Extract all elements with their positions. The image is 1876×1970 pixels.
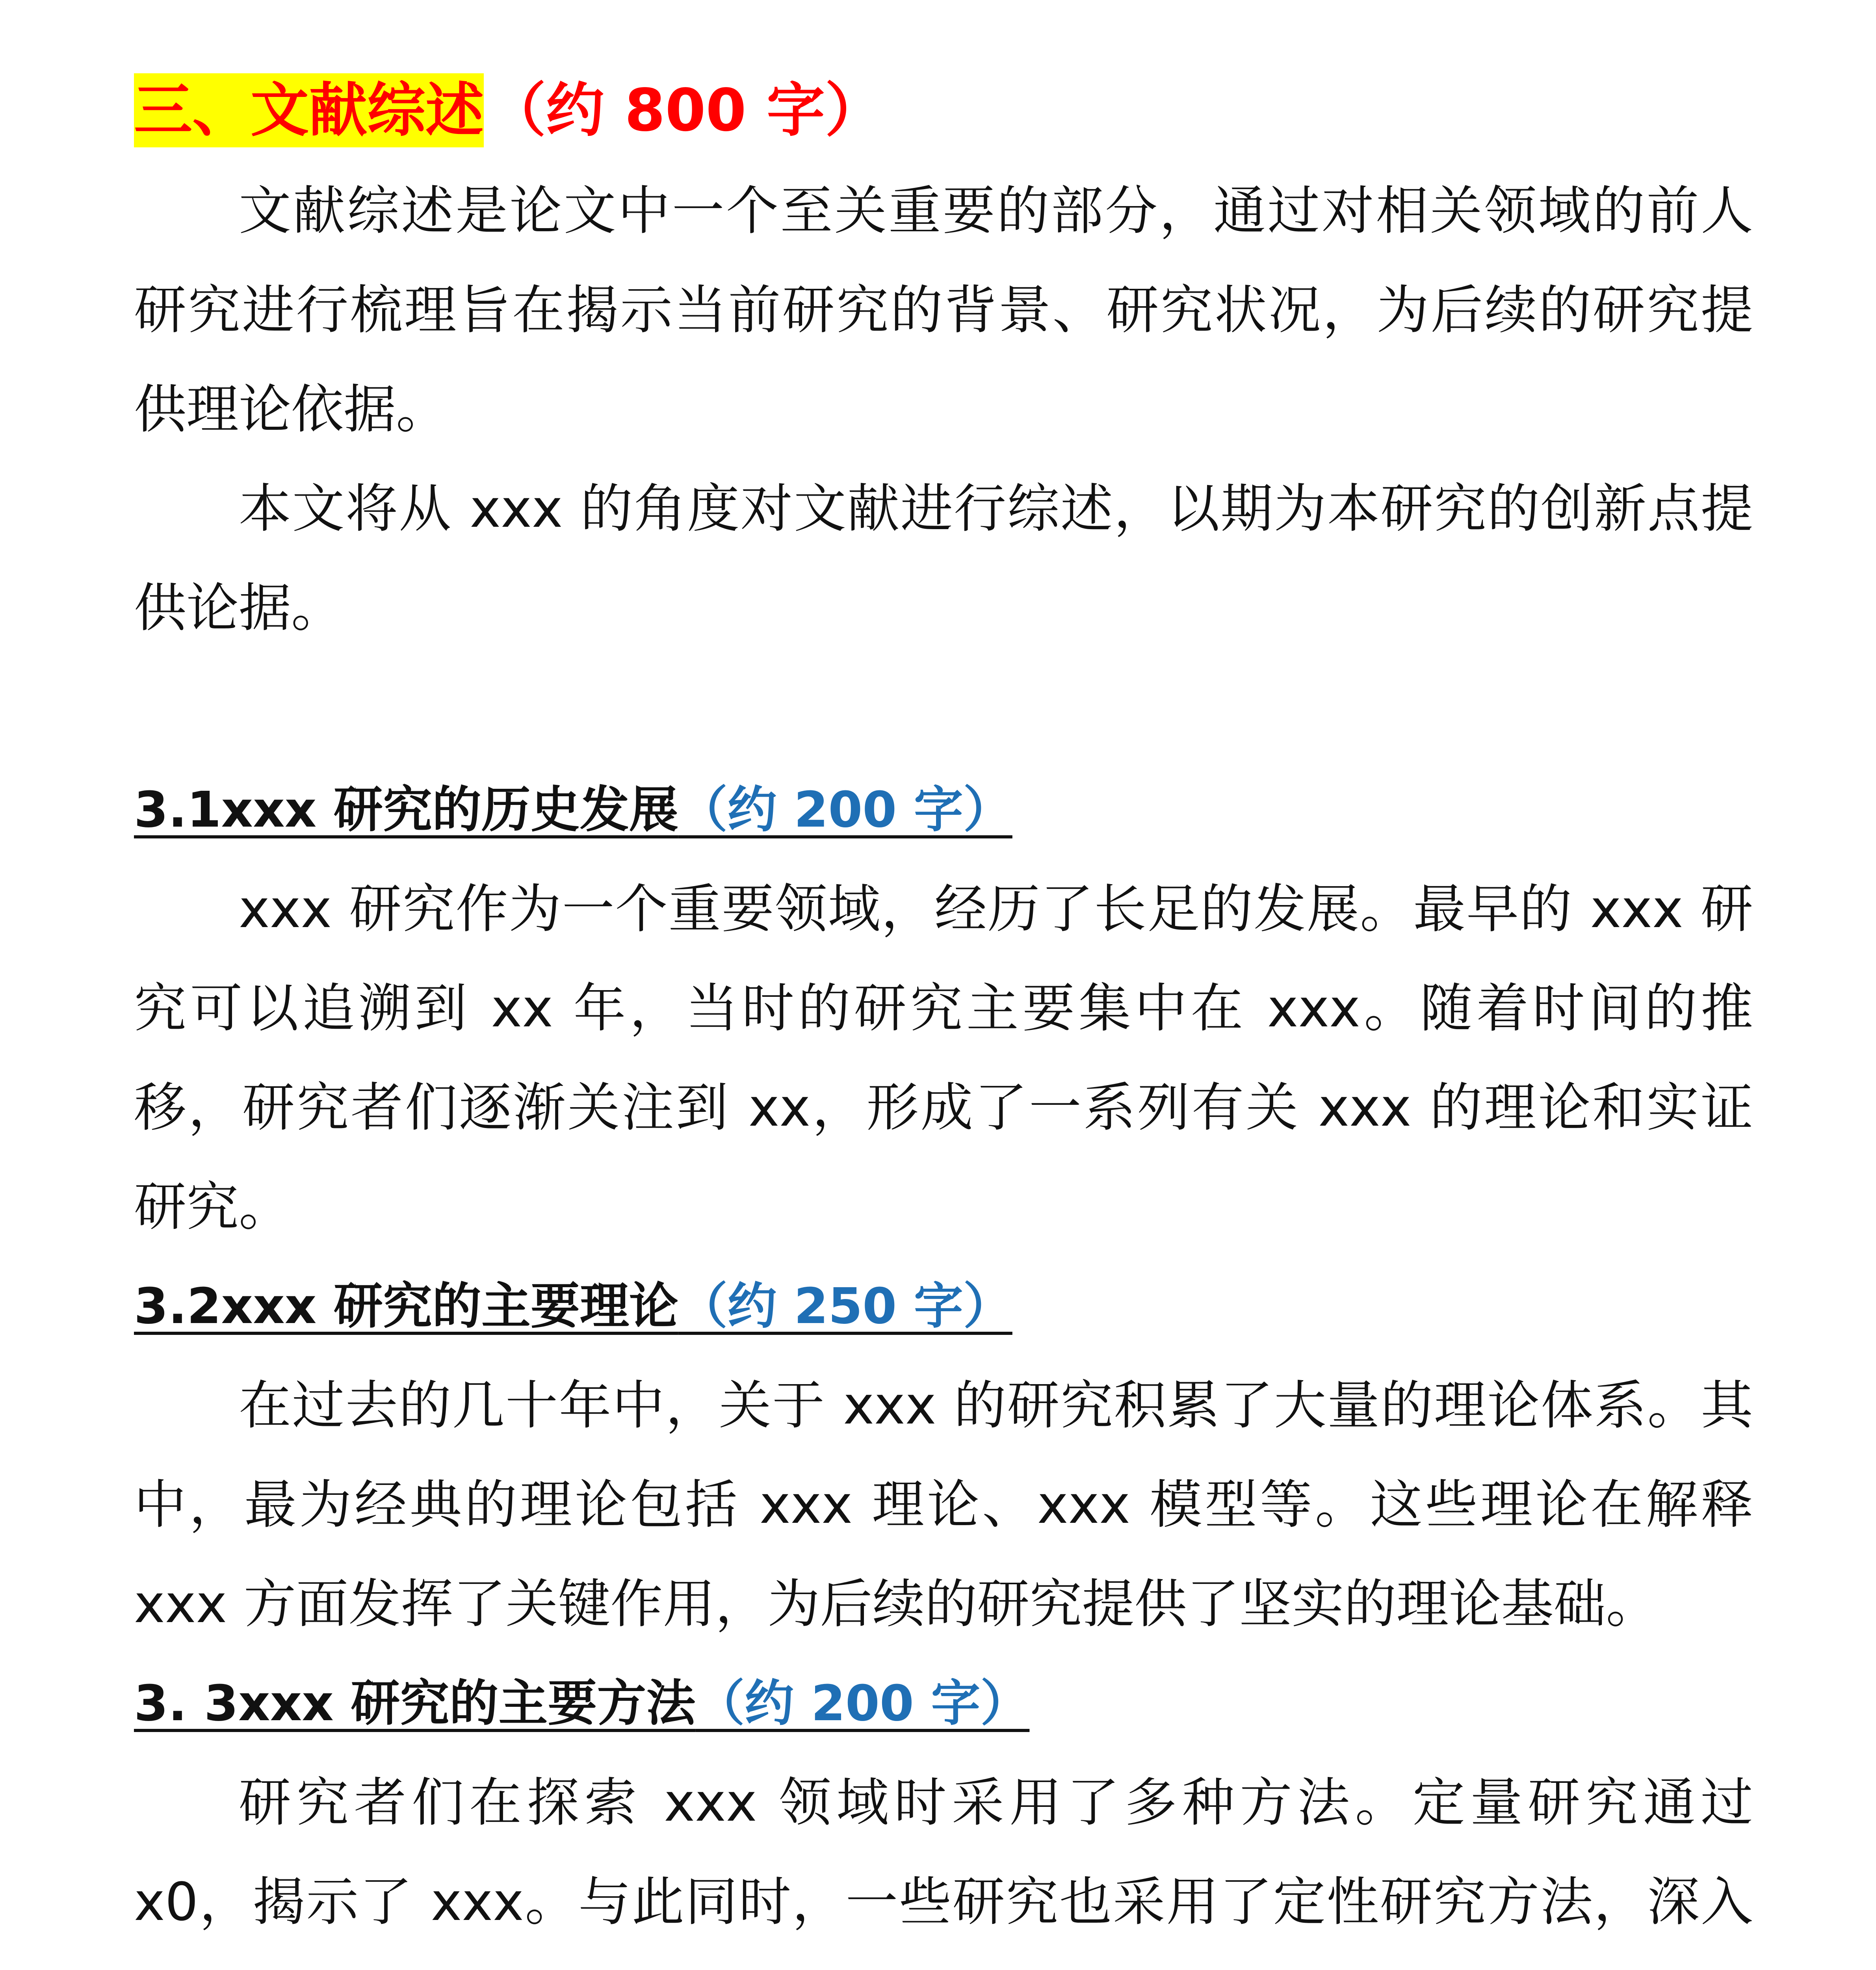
subsection-paragraph-3-3: 研究者们在探索 xxx 领域时采用了多种方法。定量研究通过 x0，揭示了 xxx。与此同时，一些研究也采用了定性研究方法，深入 <box>134 1773 1753 1933</box>
subsection-paragraph-3-2: 在过去的几十年中，关于 xxx 的研究积累了大量的理论体系。其中，最为经典的理论包括 xxx 理论、xxx 模型等。这些理论在解释 xxx 方面发挥了关键作用，为后续的研究提供了坚实的理论基础。 <box>134 1375 1753 1635</box>
intro-paragraph-2: 本文将从 xxx 的角度对文献进行综述，以期为本研究的创新点提供论据。 <box>134 479 1753 639</box>
subsection-paragraph-3-1: xxx 研究作为一个重要领域，经历了长足的发展。最早的 xxx 研究可以追溯到 xx 年，当时的研究主要集中在 xxx。随着时间的推移，研究者们逐渐关注到 xx，形成了一系列有关 xxx 的理论和实证研究。 <box>134 879 1753 1238</box>
subsection-heading-3-2 <box>134 1257 1753 1356</box>
subsection-title: 3.1xxx 研究的历史发展 <box>134 781 678 838</box>
heading-title: 三、文献综述 <box>134 73 484 147</box>
blank-spacer <box>134 658 1753 760</box>
subsection-word-count: （约 200 字） <box>695 1675 1030 1732</box>
section-heading <box>134 59 1753 162</box>
subsection-title: 3.2xxx 研究的主要理论 <box>134 1278 678 1335</box>
document-page <box>134 59 1753 1970</box>
subsection-heading-3-3 <box>134 1654 1753 1753</box>
intro-paragraph-1: 文献综述是论文中一个至关重要的部分，通过对相关领域的前人研究进行梳理旨在揭示当前研究的背景、研究状况，为后续的研究提供理论依据。 <box>134 181 1753 440</box>
subsection-heading-3-1 <box>134 760 1753 860</box>
subsection-word-count: （约 250 字） <box>678 1278 1012 1335</box>
subsection-word-count: （约 200 字） <box>678 781 1012 838</box>
subsection-title: 3. 3xxx 研究的主要方法 <box>134 1675 696 1732</box>
heading-word-count: （约 800 字） <box>488 76 883 144</box>
